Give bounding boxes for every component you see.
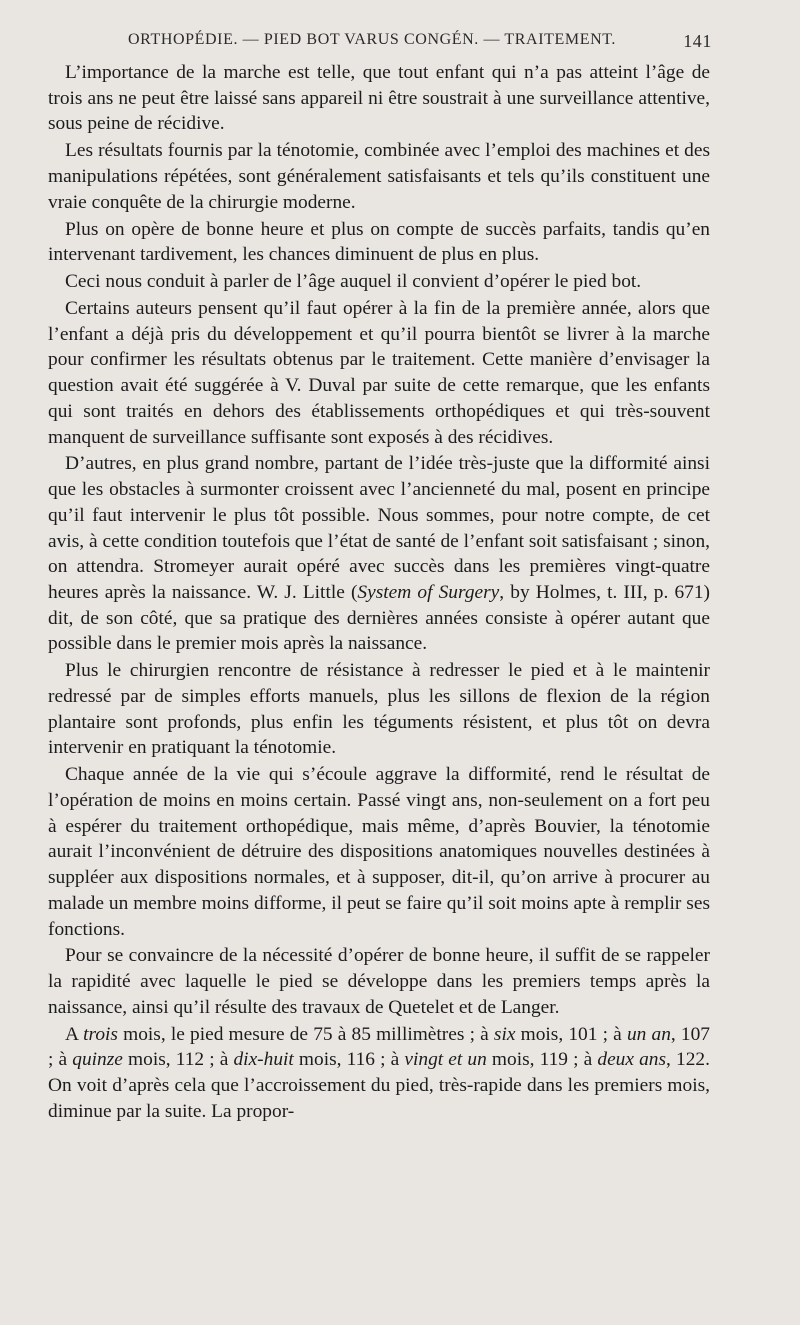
italic-term: six (493, 1023, 516, 1045)
text-run: , 122. On voit d’après cela que l’accroissement du pied, très-rapide dans les premiers mois, diminue par la suite. La propor- (48, 1049, 710, 1122)
running-title: ORTHOPÉDIE. — PIED BOT VARUS CONGÉN. — TRAITEMENT. (128, 31, 617, 48)
paragraph: Pour se convaincre de la nécessité d’opérer de bonne heure, il suffit de se rappeler la rapidité avec laquelle le pied se développe dans les premiers temps après la naissance, ainsi qu’il résulte des travaux de Quetelet et de Langer. (48, 945, 710, 1018)
text-body (48, 60, 710, 1126)
text-run: A (65, 1023, 84, 1045)
italic-term: trois (83, 1023, 118, 1045)
italic-term: dix-huit (233, 1049, 294, 1071)
paragraph: Ceci nous conduit à parler de l’âge auquel il convient d’opérer le pied bot. (65, 271, 642, 293)
text-run: , 107 ; à (48, 1023, 710, 1071)
paragraph: Plus le chirurgien rencontre de résistance à redresser le pied et à le maintenir redressé par de simples efforts manuels, plus les sillons de flexion de la région plantaire sont profonds, plus enfin les téguments résistent, et plus tôt on devra intervenir en pratiquant la ténotomie. (48, 660, 710, 759)
page-number: 141 (683, 31, 712, 51)
paragraph (48, 1022, 710, 1125)
text-run: mois, 112 ; à (122, 1049, 234, 1071)
paragraph: Certains auteurs pensent qu’il faut opérer à la fin de la première année, alors que l’enfant a déjà pris du développement et qu’il pourra bientôt se livrer à la marche pour confirmer les résultats obtenus par le traitement. Cette manière d’envisager la question avait été suggérée à V. Duval par suite de cette remarque, que les enfants qui sont traités en dehors des établissements orthopédiques et qui très-souvent manquent de surveillance suffisante sont exposés à des récidives. (48, 298, 710, 448)
running-header (128, 31, 712, 49)
italic-term: vingt et un (404, 1049, 487, 1071)
paragraph: Les résultats fournis par la ténotomie, combinée avec l’emploi des machines et des manipulations répétées, sont généralement satisfaisants et tels qu’ils constituent une vraie conquête de la chirurgie moderne. (48, 140, 710, 213)
italic-term: quinze (72, 1049, 123, 1071)
paragraph: Plus on opère de bonne heure et plus on compte de succès parfaits, tandis qu’en intervenant tardivement, les chances diminuent de plus en plus. (48, 218, 710, 266)
text-run: mois, 116 ; à (293, 1049, 405, 1071)
book-title: System of Surgery (357, 582, 500, 603)
paragraph (48, 451, 710, 657)
paragraph: Chaque année de la vie qui s’écoule aggrave la difformité, rend le résultat de l’opération de moins en moins certain. Passé vingt ans, non-seulement on a fort peu à espérer du traitement orthopédique, mais même, d’après Bouvier, la ténotomie aurait l’inconvénient de détruire des dispositions anatomiques nouvelles destinées à suppléer aux dispositions normales, et à supposer, dit-il, qu’on arrive à procurer au malade un membre moins difforme, il peut se faire qu’il soit moins apte à remplir ses fonctions. (48, 764, 710, 940)
italic-term: un an (626, 1023, 671, 1045)
text-run: D’autres, en plus grand nombre, partant de l’idée très-juste que la difformité ainsi que les obstacles à surmonter croissent avec l’ancienneté du mal, posent en principe qu’il faut intervenir le plus tôt possible. Nous sommes, pour notre compte, de cet avis, à cette condition toutefois que l’état de santé de l’enfant soit satisfaisant ; sinon, on attendra. Stromeyer aurait opéré avec succès dans les premières vingt-quatre heures après la naissance. W. J. Little ( (48, 453, 710, 603)
italic-term: deux ans (597, 1049, 667, 1071)
text-run: mois, 101 ; à (515, 1023, 627, 1045)
paragraph: L’importance de la marche est telle, que tout enfant qui n’a pas atteint l’âge de trois ans ne peut être laissé sans appareil ni être soustrait à une surveillance attentive, sous peine de récidive. (48, 62, 710, 135)
text-run: mois, le pied mesure de 75 à 85 millimètres ; à (117, 1023, 494, 1045)
text-run: , by Holmes, t. III, p. 671) dit, de son côté, que sa pratique des dernières années consiste à opérer autant que possible dans le premier mois après la naissance. (48, 582, 710, 655)
text-run: mois, 119 ; à (486, 1049, 598, 1071)
